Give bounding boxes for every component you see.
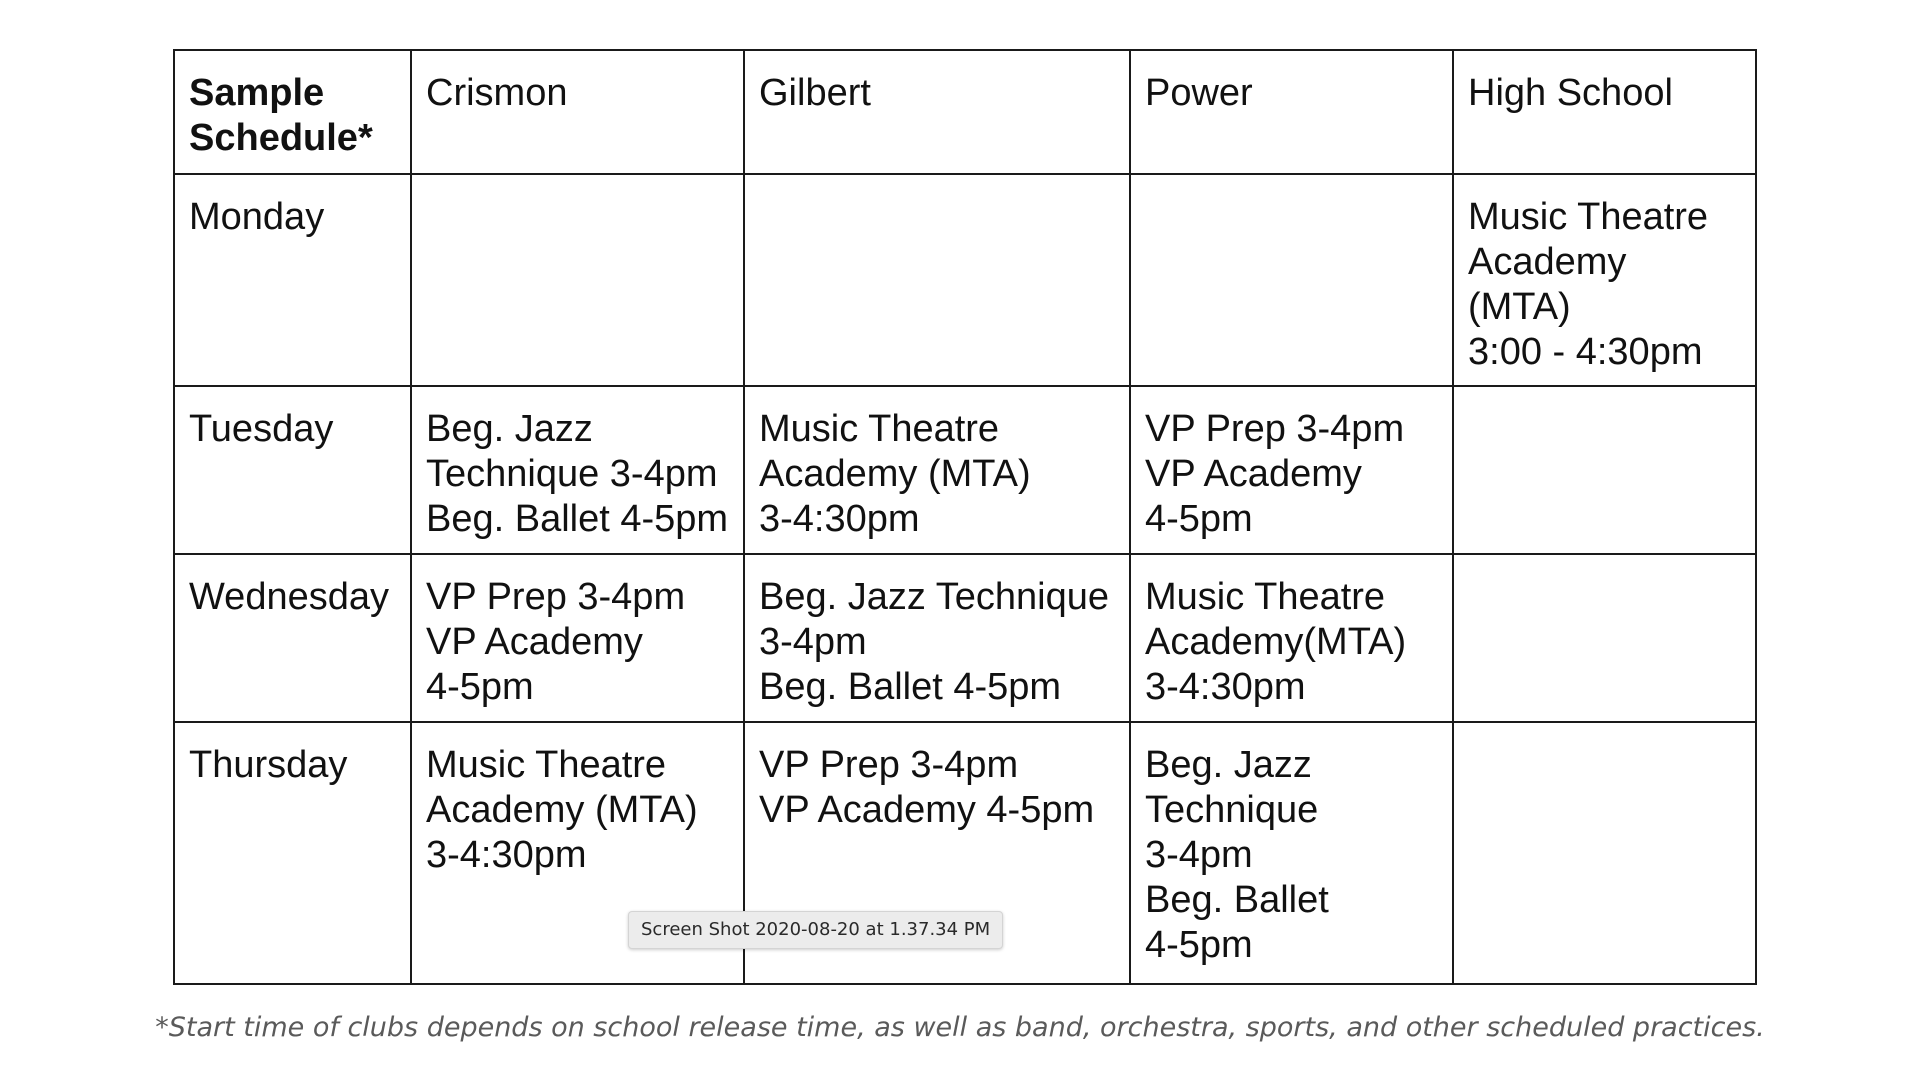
- day-cell: Thursday: [174, 722, 411, 984]
- schedule-cell: [1453, 386, 1756, 554]
- header-row: [174, 50, 1756, 174]
- schedule-cell: Music Theatre Academy (MTA) 3:00 - 4:30pm: [1453, 174, 1756, 386]
- schedule-table: [173, 49, 1757, 985]
- schedule-cell: [1453, 554, 1756, 722]
- corner-cell: Sample Schedule*: [174, 50, 411, 174]
- column-header-power: Power: [1130, 50, 1453, 174]
- column-header-gilbert: Gilbert: [744, 50, 1130, 174]
- schedule-cell: VP Prep 3-4pm VP Academy 4-5pm: [744, 722, 1130, 984]
- schedule-cell: VP Prep 3-4pm VP Academy 4-5pm: [411, 554, 744, 722]
- day-cell: Monday: [174, 174, 411, 386]
- schedule-cell: [1130, 174, 1453, 386]
- schedule-image: [173, 49, 1755, 983]
- schedule-cell: [411, 174, 744, 386]
- schedule-cell: Music Theatre Academy(MTA) 3-4:30pm: [1130, 554, 1453, 722]
- schedule-cell: Beg. Jazz Technique 3-4pm Beg. Ballet 4-5pm: [411, 386, 744, 554]
- filename-tooltip: Screen Shot 2020-08-20 at 1.37.34 PM: [628, 911, 1003, 949]
- table-row-wednesday: [174, 554, 1756, 722]
- schedule-cell: Music Theatre Academy (MTA) 3-4:30pm: [411, 722, 744, 984]
- table-row-tuesday: [174, 386, 1756, 554]
- schedule-cell: [744, 174, 1130, 386]
- footnote-caption: *Start time of clubs depends on school release time, as well as band, orchestra, sports, and other scheduled practices.: [155, 1012, 1765, 1043]
- schedule-cell: Music Theatre Academy (MTA) 3-4:30pm: [744, 386, 1130, 554]
- table-row-monday: [174, 174, 1756, 386]
- column-header-crismon: Crismon: [411, 50, 744, 174]
- day-cell: Wednesday: [174, 554, 411, 722]
- schedule-cell: Beg. Jazz Technique 3-4pm Beg. Ballet 4-5pm: [744, 554, 1130, 722]
- schedule-cell: Beg. Jazz Technique 3-4pm Beg. Ballet 4-5pm: [1130, 722, 1453, 984]
- schedule-cell: VP Prep 3-4pm VP Academy 4-5pm: [1130, 386, 1453, 554]
- day-cell: Tuesday: [174, 386, 411, 554]
- column-header-high-school: High School: [1453, 50, 1756, 174]
- schedule-cell: [1453, 722, 1756, 984]
